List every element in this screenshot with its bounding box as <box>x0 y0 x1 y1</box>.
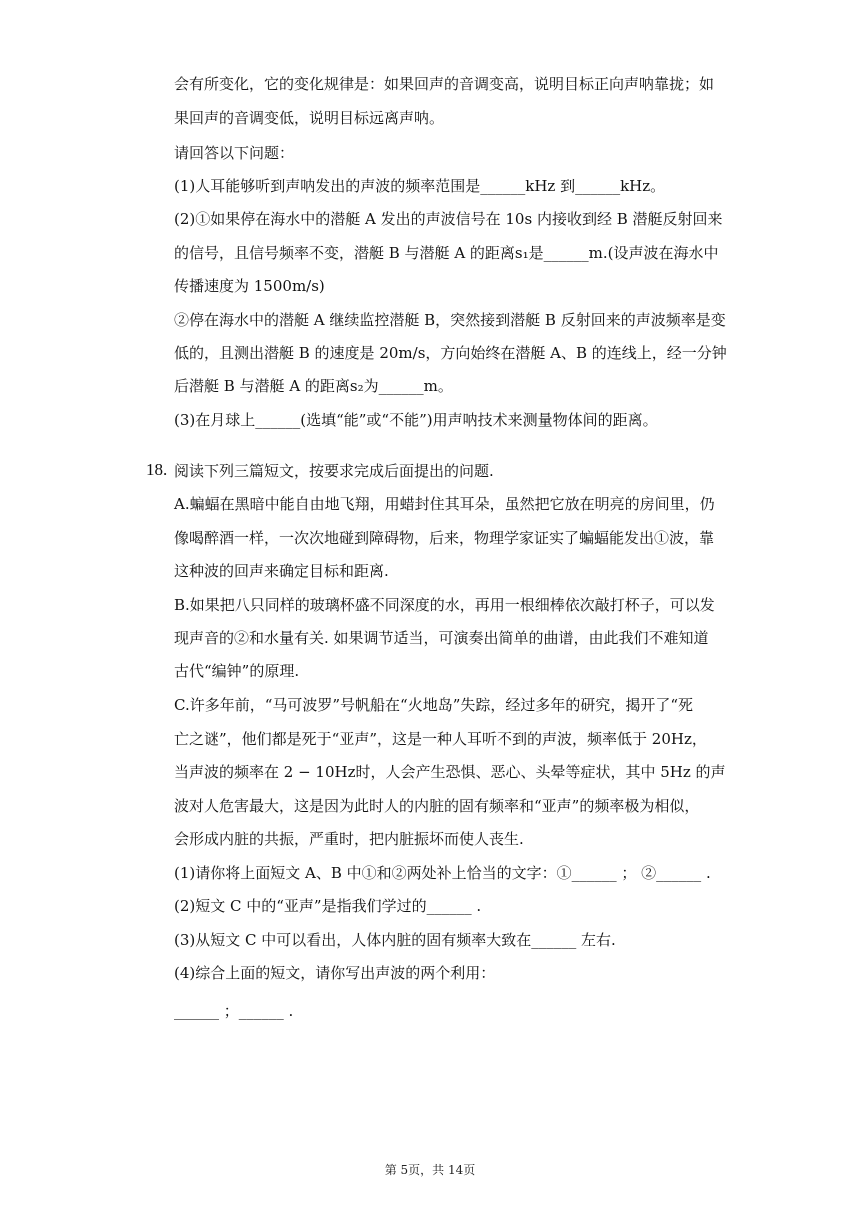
q18-line: 古代“编钟”的原理. <box>174 662 300 680</box>
q18-line: 波对人危害最大，这是因为此时人的内脏的固有频率和“亚声”的频率极为相似， <box>174 797 700 815</box>
q18-line: C.许多年前，“马可波罗”号帆船在“火地岛”失踪，经过多年的研究，揭开了“死 <box>174 696 694 714</box>
q18-line: A.蝙蝠在黑暗中能自由地飞翔，用蜡封住其耳朵，虽然把它放在明亮的房间里，仍 <box>174 495 715 513</box>
q17-line: (1)人耳能够听到声呐发出的声波的频率范围是______kHz 到______kHz。 <box>174 177 666 195</box>
question-number: 18. <box>146 460 168 479</box>
q18-line: B.如果把八只同样的玻璃杯盛不同深度的水，再用一根细棒依次敲打杯子，可以发 <box>174 596 715 614</box>
q17-line: 低的，且测出潜艇 B 的速度是 20m/s，方向始终在潜艇 A、B 的连线上，经一分钟 <box>174 344 727 362</box>
q18-line: 当声波的频率在 2 − 10Hz时，人会产生恐惧、恶心、头晕等症状，其中 5Hz 的声 <box>174 763 726 781</box>
q18-line: (1)请你将上面短文 A、B 中①和②两处补上恰当的文字：①______ ； ②______ . <box>174 864 711 882</box>
q18-line: 这种波的回声来确定目标和距离. <box>174 562 389 580</box>
q17-line: 的信号，且信号频率不变，潜艇 B 与潜艇 A 的距离s₁是______m.(设声波在海水中 <box>174 244 719 262</box>
q18-line: 阅读下列三篇短文，按要求完成后面提出的问题. <box>174 462 494 480</box>
q17-line: 后潜艇 B 与潜艇 A 的距离s₂为______m。 <box>174 377 453 395</box>
q18-line: 亡之谜”，他们都是死于“亚声”，这是一种人耳听不到的声波，频率低于 20Hz， <box>174 730 707 748</box>
q17-line: ②停在海水中的潜艇 A 继续监控潜艇 B，突然接到潜艇 B 反射回来的声波频率是变 <box>174 311 726 329</box>
q18-line: ______ ；______ . <box>174 1002 294 1020</box>
q17-line: 请回答以下问题： <box>174 144 295 162</box>
page-footer: 第 5页，共 14页 <box>384 1163 476 1177</box>
q17-line: 果回声的音调变低，说明目标远离声呐。 <box>174 109 445 127</box>
q17-line: (3)在月球上______(选填“能”或“不能”)用声呐技术来测量物体间的距离。 <box>174 411 658 429</box>
q17-line: (2)①如果停在海水中的潜艇 A 发出的声波信号在 10s 内接收到经 B 潜艇反射回来 <box>174 210 723 228</box>
q18-line: (4)综合上面的短文，请你写出声波的两个利用： <box>174 964 496 982</box>
q18-line: 像喝醉酒一样，一次次地碰到障碍物，后来，物理学家证实了蝙蝠能发出①波，靠 <box>174 529 715 547</box>
q18-line: 会形成内脏的共振，严重时，把内脏振坏而使人丧生. <box>174 830 524 848</box>
q18-line: (2)短文 C 中的“亚声”是指我们学过的______ . <box>174 897 482 915</box>
q18-line: 现声音的②和水量有关. 如果调节适当，可演奏出简单的曲谱，由此我们不难知道 <box>174 629 709 647</box>
q17-line: 传播速度为 1500m/s) <box>174 277 325 295</box>
q18-line: (3)从短文 C 中可以看出，人体内脏的固有频率大致在______ 左右. <box>174 931 616 949</box>
q17-line: 会有所变化，它的变化规律是：如果回声的音调变高，说明目标正向声呐靠拢；如 <box>174 75 715 93</box>
